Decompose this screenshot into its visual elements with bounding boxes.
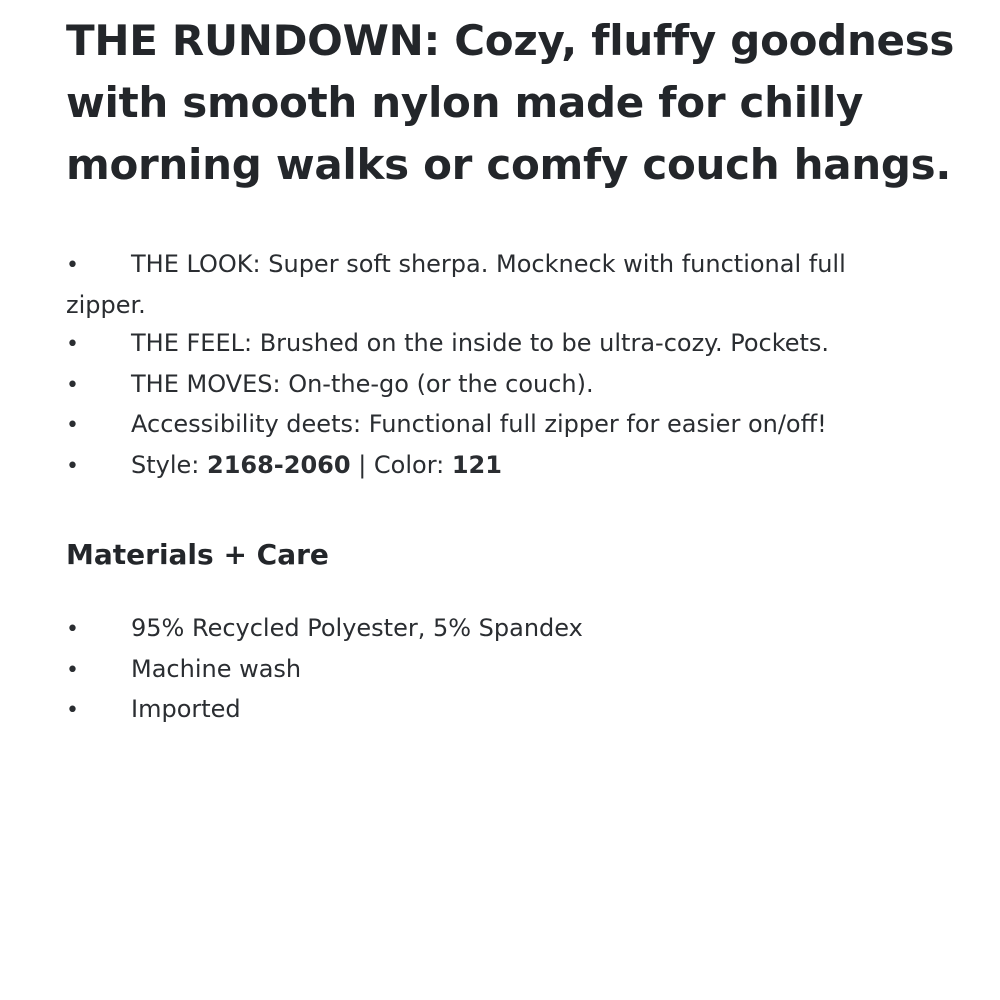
feature-list	[66, 245, 966, 486]
list-item	[66, 446, 866, 487]
bullet-icon: •	[66, 332, 79, 357]
list-item	[66, 365, 866, 406]
style-label: Style:	[131, 450, 207, 479]
bullet-icon: •	[66, 617, 79, 642]
bullet-icon: •	[66, 253, 79, 278]
materials-care-heading: Materials + Care	[66, 538, 329, 571]
feature-accessibility: Accessibility deets: Functional full zipper for easier on/off!	[131, 410, 827, 438]
separator: |	[350, 450, 374, 479]
feature-feel: THE FEEL: Brushed on the inside to be ultra-cozy. Pockets.	[131, 329, 830, 357]
feature-look: THE LOOK: Super soft sherpa. Mockneck with functional full zipper.	[66, 250, 846, 319]
rundown-headline: THE RUNDOWN: Cozy, fluffy goodness with smooth nylon made for chilly morning walks or comfy couch hangs.	[66, 16, 955, 189]
list-item	[66, 245, 866, 324]
bullet-icon: •	[66, 413, 79, 438]
list-item	[66, 609, 966, 650]
color-value: 121	[451, 450, 502, 479]
color-label: Color:	[373, 450, 452, 479]
bullet-icon: •	[66, 453, 79, 479]
list-item	[66, 405, 866, 446]
list-item	[66, 324, 866, 365]
list-item	[66, 690, 966, 731]
origin-item: Imported	[131, 695, 241, 723]
bullet-icon: •	[66, 657, 79, 683]
care-item: Machine wash	[131, 654, 302, 683]
material-item: 95% Recycled Polyester, 5% Spandex	[131, 614, 583, 642]
feature-moves: THE MOVES: On-the-go (or the couch).	[131, 369, 594, 398]
materials-list	[66, 609, 966, 731]
product-description	[66, 0, 966, 731]
list-item	[66, 650, 966, 691]
bullet-icon: •	[66, 698, 79, 723]
bullet-icon: •	[66, 372, 79, 398]
style-value: 2168-2060	[207, 450, 351, 479]
